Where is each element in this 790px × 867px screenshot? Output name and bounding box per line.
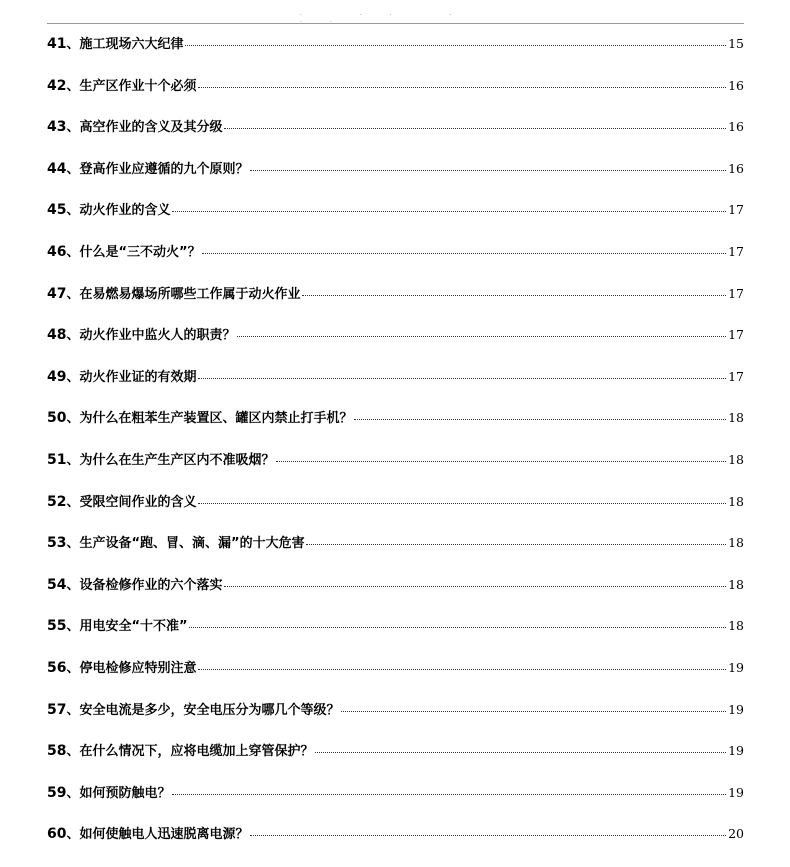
toc-entry-separator: 、 (66, 785, 80, 801)
toc-entry-separator: 、 (66, 702, 80, 718)
toc-dot-leader (341, 711, 727, 712)
toc-entry-number: 45 (47, 202, 67, 219)
toc-entry[interactable] (47, 780, 744, 822)
toc-entry-number: 50 (47, 410, 67, 427)
toc-entry-title: 在什么情况下，应将电缆加上穿管保护？ (79, 744, 314, 760)
toc-dot-leader (198, 503, 727, 504)
toc-entry-separator: 、 (66, 827, 80, 843)
toc-entry-separator: 、 (66, 369, 80, 385)
toc-entry-title: 受限空间作业的含义 (79, 494, 197, 510)
toc-entry-number: 56 (47, 659, 67, 676)
toc-page-number: 20 (728, 826, 744, 842)
toc-page-number: 17 (728, 327, 744, 343)
toc-page-number: 18 (728, 493, 744, 509)
toc-page-number: 16 (728, 160, 744, 176)
toc-dot-leader (198, 87, 727, 88)
toc-entry-title: 如何预防触电？ (79, 785, 171, 801)
toc-entry-title: 停电检修应特别注意 (79, 660, 197, 676)
toc-entry-separator: 、 (66, 660, 80, 676)
toc-entry-separator: 、 (66, 328, 80, 344)
toc-entry-number: 55 (47, 618, 67, 635)
toc-entry[interactable] (47, 613, 744, 655)
toc-page-number: 19 (728, 701, 744, 717)
toc-entry[interactable] (47, 322, 744, 364)
toc-dot-leader (189, 627, 727, 628)
toc-dot-leader (202, 253, 727, 254)
toc-dot-leader (306, 544, 727, 545)
toc-entry-number: 51 (47, 451, 67, 468)
toc-entry-number: 60 (47, 826, 67, 843)
toc-entry-separator: 、 (66, 744, 80, 760)
toc-entry-title: 动火作业中监火人的职责？ (79, 328, 236, 344)
toc-dot-leader (198, 669, 727, 670)
toc-entry[interactable] (47, 821, 744, 863)
toc-page-number: 17 (728, 285, 744, 301)
toc-page-number: 16 (728, 77, 744, 93)
toc-entry-title: 高空作业的含义及其分级 (79, 120, 223, 136)
toc-entry-number: 49 (47, 368, 67, 385)
toc-entry-number: 43 (47, 119, 67, 136)
toc-entry-separator: 、 (66, 536, 80, 552)
toc-dot-leader (198, 378, 727, 379)
toc-dot-leader (354, 419, 727, 420)
toc-entry[interactable] (47, 364, 744, 406)
toc-page-number: 18 (728, 618, 744, 634)
toc-entry[interactable] (47, 239, 744, 281)
toc-entry-separator: 、 (66, 452, 80, 468)
toc-entry-separator: 、 (66, 286, 80, 302)
toc-dot-leader (224, 586, 727, 587)
toc-entry-title: 为什么在粗苯生产装置区、罐区内禁止打手机？ (79, 411, 353, 427)
toc-entry-separator: 、 (66, 120, 80, 136)
toc-page-number: 19 (728, 743, 744, 759)
toc-entry-title: 动火作业证的有效期 (79, 369, 197, 385)
toc-dot-leader (315, 752, 727, 753)
toc-dot-leader (172, 794, 727, 795)
toc-entry-separator: 、 (66, 577, 80, 593)
toc-entry-number: 58 (47, 743, 67, 760)
toc-dot-leader (224, 128, 727, 129)
toc-dot-leader (250, 835, 727, 836)
toc-entry[interactable] (47, 114, 744, 156)
toc-entry-title: 登高作业应遵循的九个原则？ (79, 161, 249, 177)
toc-entry-title: 如何使触电人迅速脱离电源？ (79, 827, 249, 843)
toc-entry[interactable] (47, 697, 744, 739)
toc-entry-number: 54 (47, 576, 67, 593)
toc-entry[interactable] (47, 197, 744, 239)
toc-page-number: 18 (728, 451, 744, 467)
toc-entry-number: 46 (47, 243, 67, 260)
toc-page-number: 16 (728, 119, 744, 135)
toc-page-number: 19 (728, 784, 744, 800)
toc-entry-separator: 、 (66, 203, 80, 219)
toc-dot-leader (276, 461, 727, 462)
toc-dot-leader (302, 295, 727, 296)
toc-entry[interactable] (47, 281, 744, 323)
toc-dot-leader (172, 211, 727, 212)
toc-entry[interactable] (47, 156, 744, 198)
toc-entry-number: 57 (47, 701, 67, 718)
toc-entry-title: 安全电流是多少，安全电压分为哪几个等级？ (79, 702, 340, 718)
toc-entry-title: 设备检修作业的六个落实 (79, 577, 223, 593)
toc-entry-number: 42 (47, 77, 67, 94)
toc-entry-number: 47 (47, 285, 67, 302)
toc-page-number: 19 (728, 659, 744, 675)
toc-entry-number: 48 (47, 327, 67, 344)
toc-entry-number: 59 (47, 784, 67, 801)
table-of-contents (47, 31, 744, 863)
toc-dot-leader (237, 336, 727, 337)
toc-dot-leader (250, 170, 727, 171)
toc-entry-separator: 、 (66, 494, 80, 510)
toc-entry-title: 在易燃易爆场所哪些工作属于动火作业 (79, 286, 301, 302)
toc-page-number: 18 (728, 410, 744, 426)
toc-dot-leader (185, 45, 727, 46)
toc-entry-title: 什么是“三不动火”？ (79, 244, 201, 260)
toc-entry-title: 生产区作业十个必须 (79, 78, 197, 94)
toc-entry-number: 52 (47, 493, 67, 510)
toc-page-number: 17 (728, 202, 744, 218)
toc-entry-separator: 、 (66, 161, 80, 177)
toc-entry-title: 生产设备“跑、冒、滴、漏”的十大危害 (79, 536, 305, 552)
toc-entry[interactable] (47, 489, 744, 531)
toc-entry[interactable] (47, 405, 744, 447)
toc-entry-separator: 、 (66, 619, 80, 635)
toc-entry-separator: 、 (66, 37, 80, 52)
toc-entry[interactable] (47, 31, 744, 73)
toc-entry[interactable] (47, 530, 744, 572)
toc-entry[interactable] (47, 73, 744, 115)
header-marks: . .. . .. (300, 10, 480, 24)
header-rule (47, 23, 744, 24)
toc-page-number: 18 (728, 535, 744, 551)
toc-entry[interactable] (47, 655, 744, 697)
toc-page-number: 17 (728, 368, 744, 384)
toc-entry-number: 44 (47, 160, 67, 177)
toc-entry-title: 为什么在生产生产区内不准吸烟？ (79, 452, 275, 468)
toc-entry[interactable] (47, 447, 744, 489)
toc-entry-separator: 、 (66, 78, 80, 94)
toc-entry-separator: 、 (66, 411, 80, 427)
toc-entry-number: 53 (47, 535, 67, 552)
toc-page-number: 17 (728, 243, 744, 259)
toc-entry[interactable] (47, 572, 744, 614)
toc-page-number: 15 (728, 36, 744, 51)
toc-entry[interactable] (47, 738, 744, 780)
toc-entry-separator: 、 (66, 244, 80, 260)
toc-entry-title: 施工现场六大纪律 (79, 37, 184, 52)
toc-entry-number: 41 (47, 36, 67, 52)
toc-entry-title: 用电安全“十不准” (79, 619, 188, 635)
toc-page-number: 18 (728, 576, 744, 592)
toc-entry-title: 动火作业的含义 (79, 203, 171, 219)
